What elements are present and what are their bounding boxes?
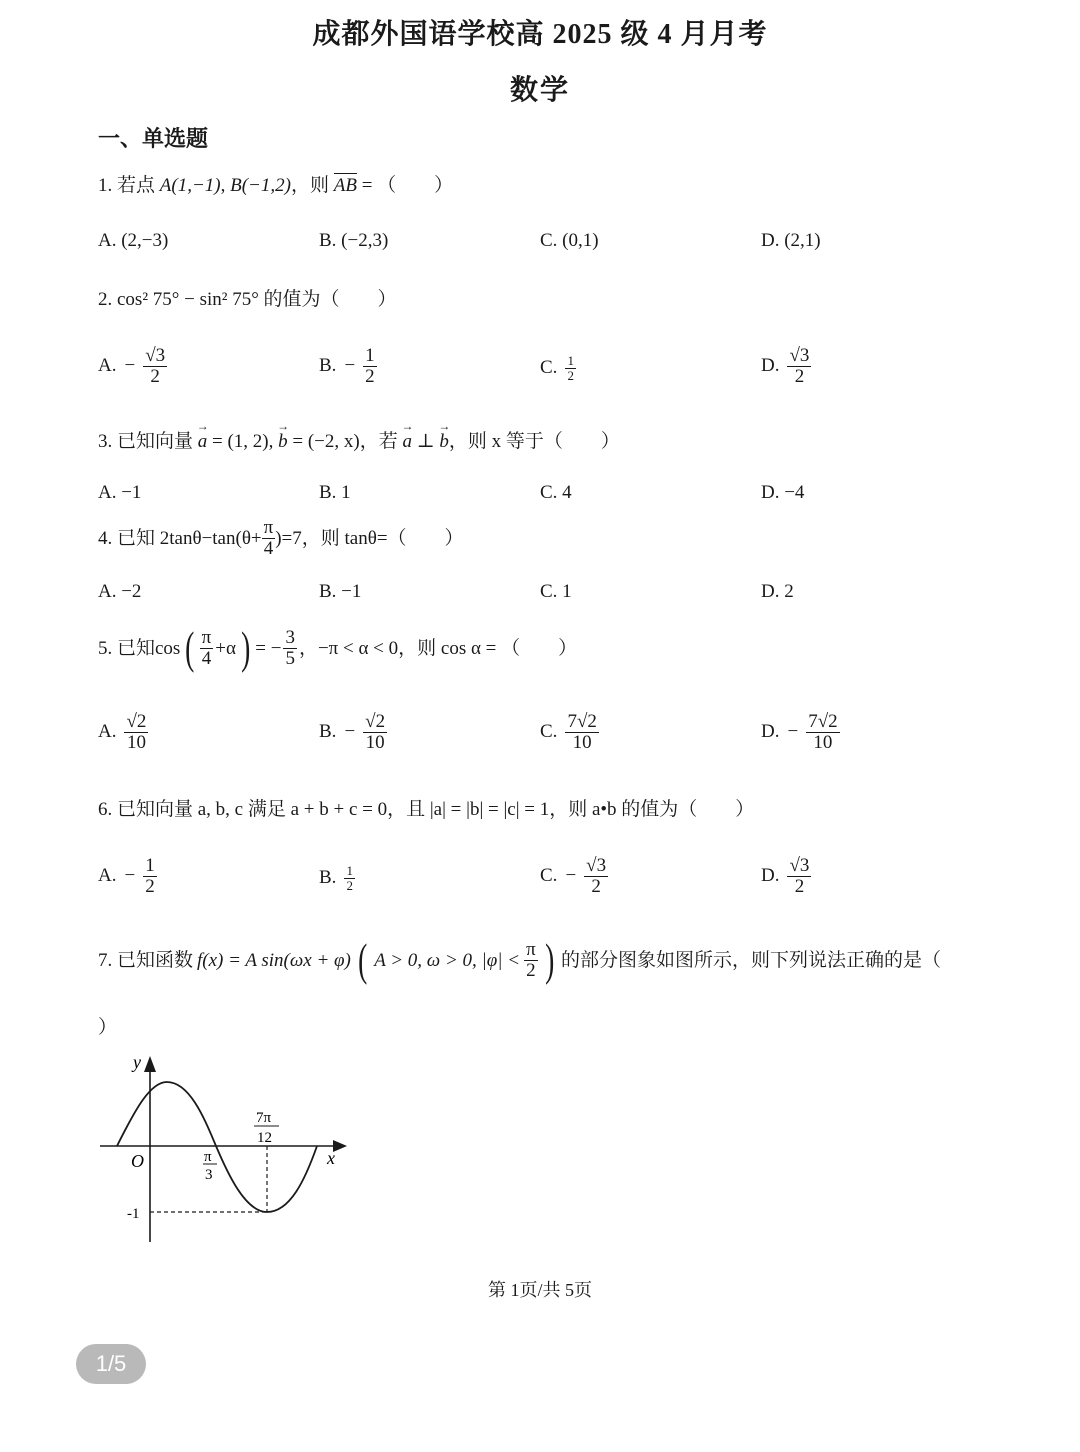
sine-graph xyxy=(95,1050,355,1250)
tick-pi-3-den: 3 xyxy=(205,1167,213,1183)
q3-option-b[interactable]: B. 1 xyxy=(319,482,351,503)
q4-option-a[interactable]: A. −2 xyxy=(98,581,142,602)
page-footer: 第 1页/共 5页 xyxy=(487,1280,592,1300)
q3-option-c[interactable]: C. 4 xyxy=(540,482,572,503)
q4-option-b[interactable]: B. −1 xyxy=(319,581,362,602)
q1-option-b[interactable]: B. (−2,3) xyxy=(319,230,389,251)
q5-option-b[interactable]: B. − $\frac{√2}{10}$ xyxy=(319,711,386,753)
question-5-stem: 5. 已知cos ( $\frac{\pi}{4}$ +α ) = − $\frac{3}{5}$ ，−π < α < 0，则 cos α = （ ） xyxy=(98,622,578,674)
sine-curve xyxy=(117,1082,317,1212)
q3-option-a[interactable]: A. −1 xyxy=(98,482,142,503)
question-7-stem: 7. 已知函数 f(x) = A sin(ωx + φ) ( A > 0, ω > 0, |φ| < $\frac{\pi}{2}$ ) 的部分图象如图所示，则下列说法正确的是（ xyxy=(98,934,942,986)
question-1-stem: 1. 若点 A(1,−1), B(−1,2)，则 AB = （ ） xyxy=(98,175,454,196)
y-axis-label: y xyxy=(133,1052,141,1072)
page-indicator[interactable]: 1/5 xyxy=(76,1344,146,1384)
q5-option-c[interactable]: C. $\frac{7√2}{10}$ xyxy=(540,711,597,753)
exam-title: 成都外国语学校高 2025 级 4 月月考 xyxy=(312,19,768,50)
q5-option-a[interactable]: A. $\frac{√2}{10}$ xyxy=(98,711,147,753)
exam-subject: 数学 xyxy=(509,75,570,106)
y-tick-minus-one: -1 xyxy=(127,1206,140,1222)
question-3-stem: 3. 已知向量 → a = (1, 2), → b = (−2, x)，若 → a ⊥ → b，则 x 等于（ ） xyxy=(98,432,620,451)
section-heading: 一、单选题 xyxy=(98,126,209,151)
origin-label: O xyxy=(131,1151,144,1171)
q1-option-d[interactable]: D. (2,1) xyxy=(761,230,821,251)
question-7-close: ） xyxy=(98,1017,118,1038)
q4-option-d[interactable]: D. 2 xyxy=(761,581,794,602)
q6-option-d[interactable]: D. $\frac{√3}{2}$ xyxy=(761,855,810,897)
q6-option-b[interactable]: B. $\frac{1}{2}$ xyxy=(319,863,353,893)
q5-option-d[interactable]: D. − $\frac{7√2}{10}$ xyxy=(761,711,838,753)
y-axis-arrow xyxy=(144,1056,156,1072)
vector-ab: AB xyxy=(333,175,357,196)
q2-option-a[interactable]: A. − $\frac{√3}{2}$ xyxy=(98,345,166,387)
question-4-stem: 4. 已知 2tanθ−tan(θ+ $\frac{\pi}{4}$ )=7，则 tanθ=（ ） xyxy=(98,517,464,559)
tick-pi-3-num: π xyxy=(204,1149,212,1165)
tick-7pi-12-den: 12 xyxy=(257,1130,272,1146)
q1-option-c[interactable]: C. (0,1) xyxy=(540,230,599,251)
q6-option-a[interactable]: A. − $\frac{1}{2}$ xyxy=(98,855,155,897)
q6-option-c[interactable]: C. − $\frac{√3}{2}$ xyxy=(540,855,607,897)
q3-option-d[interactable]: D. −4 xyxy=(761,482,805,503)
q2-option-b[interactable]: B. − $\frac{1}{2}$ xyxy=(319,345,375,387)
q4-option-c[interactable]: C. 1 xyxy=(540,581,572,602)
question-2-stem: 2. cos² 75° − sin² 75° 的值为（ ） xyxy=(98,289,397,310)
question-6-stem: 6. 已知向量 a, b, c 满足 a + b + c = 0，且 |a| = |b| = |c| = 1，则 a•b 的值为（ ） xyxy=(98,799,755,820)
tick-7pi-12-num: 7π xyxy=(256,1110,272,1126)
q1-option-a[interactable]: A. (2,−3) xyxy=(98,230,169,251)
q2-option-c[interactable]: C. $\frac{1}{2}$ xyxy=(540,353,574,383)
x-axis-arrow xyxy=(333,1140,347,1152)
x-axis-label: x xyxy=(327,1148,335,1168)
q2-option-d[interactable]: D. $\frac{√3}{2}$ xyxy=(761,345,810,387)
